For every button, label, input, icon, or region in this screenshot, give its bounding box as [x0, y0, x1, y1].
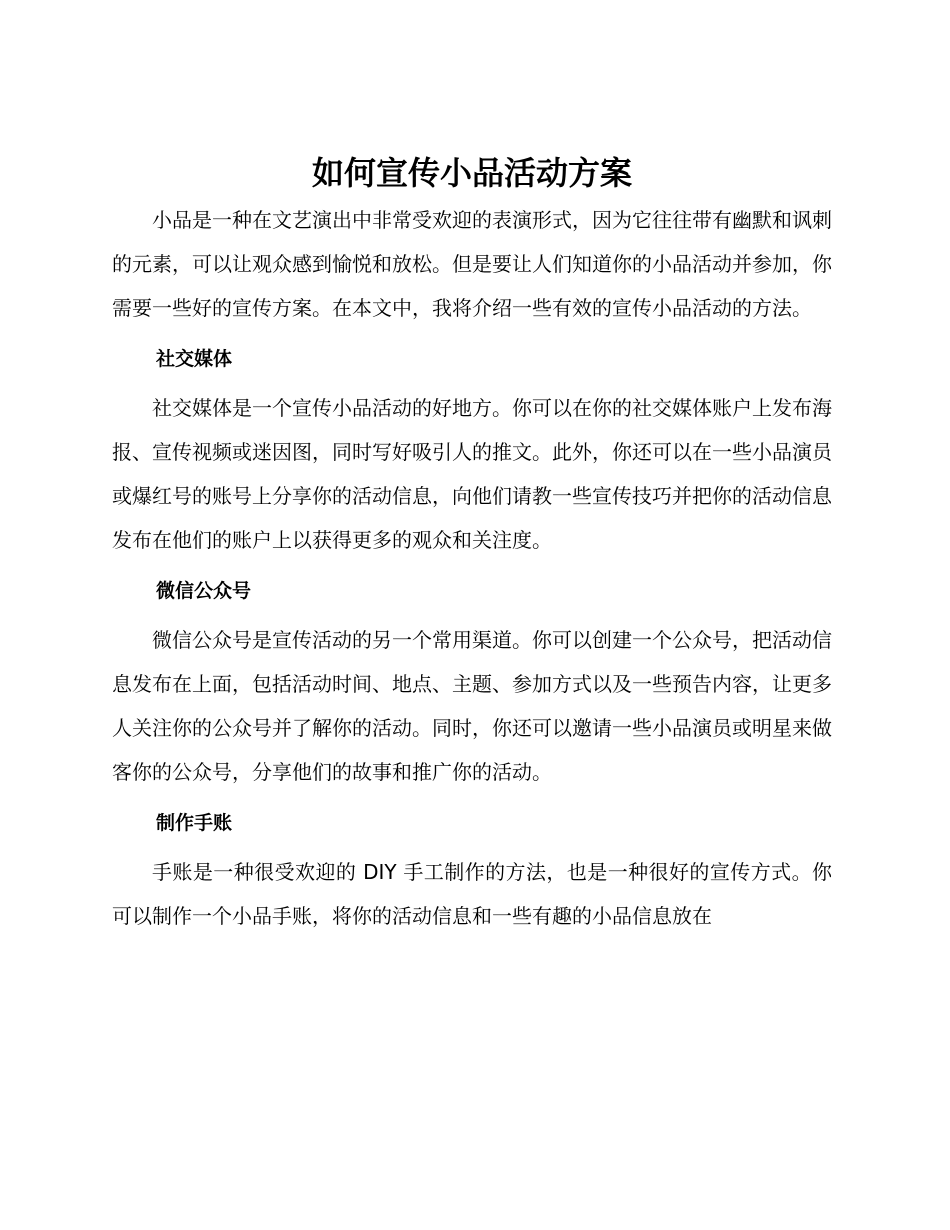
section-paragraph: 手账是一种很受欢迎的 DIY 手工制作的方法，也是一种很好的宣传方式。你可以制作一个小品手账，将你的活动信息和一些有趣的小品信息放在	[112, 860, 832, 928]
section-heading: 微信公众号	[156, 580, 252, 602]
section-social-media	[112, 337, 832, 562]
document-title: 如何宣传小品活动方案	[311, 154, 632, 192]
section-wechat-official-account	[112, 569, 832, 794]
section-heading: 社交媒体	[156, 348, 233, 370]
document-page	[112, 150, 832, 938]
section-handbook	[112, 801, 832, 938]
section-heading: 制作手账	[156, 812, 233, 834]
section-paragraph: 社交媒体是一个宣传小品活动的好地方。你可以在你的社交媒体账户上发布海报、宣传视频或迷因图，同时写好吸引人的推文。此外，你还可以在一些小品演员或爆红号的账号上分享你的活动信息，向他们请教一些宣传技巧并把你的活动信息发布在他们的账户上以获得更多的观众和关注度。	[112, 396, 832, 552]
section-paragraph: 微信公众号是宣传活动的另一个常用渠道。你可以创建一个公众号，把活动信息发布在上面，包括活动时间、地点、主题、参加方式以及一些预告内容，让更多人关注你的公众号并了解你的活动。同时，你还可以邀请一些小品演员或明星来做客你的公众号，分享他们的故事和推广你的活动。	[112, 628, 832, 784]
intro-paragraph: 小品是一种在文艺演出中非常受欢迎的表演形式，因为它往往带有幽默和讽刺的元素，可以让观众感到愉悦和放松。但是要让人们知道你的小品活动并参加，你需要一些好的宣传方案。在本文中，我将介绍一些有效的宣传小品活动的方法。	[112, 208, 832, 320]
